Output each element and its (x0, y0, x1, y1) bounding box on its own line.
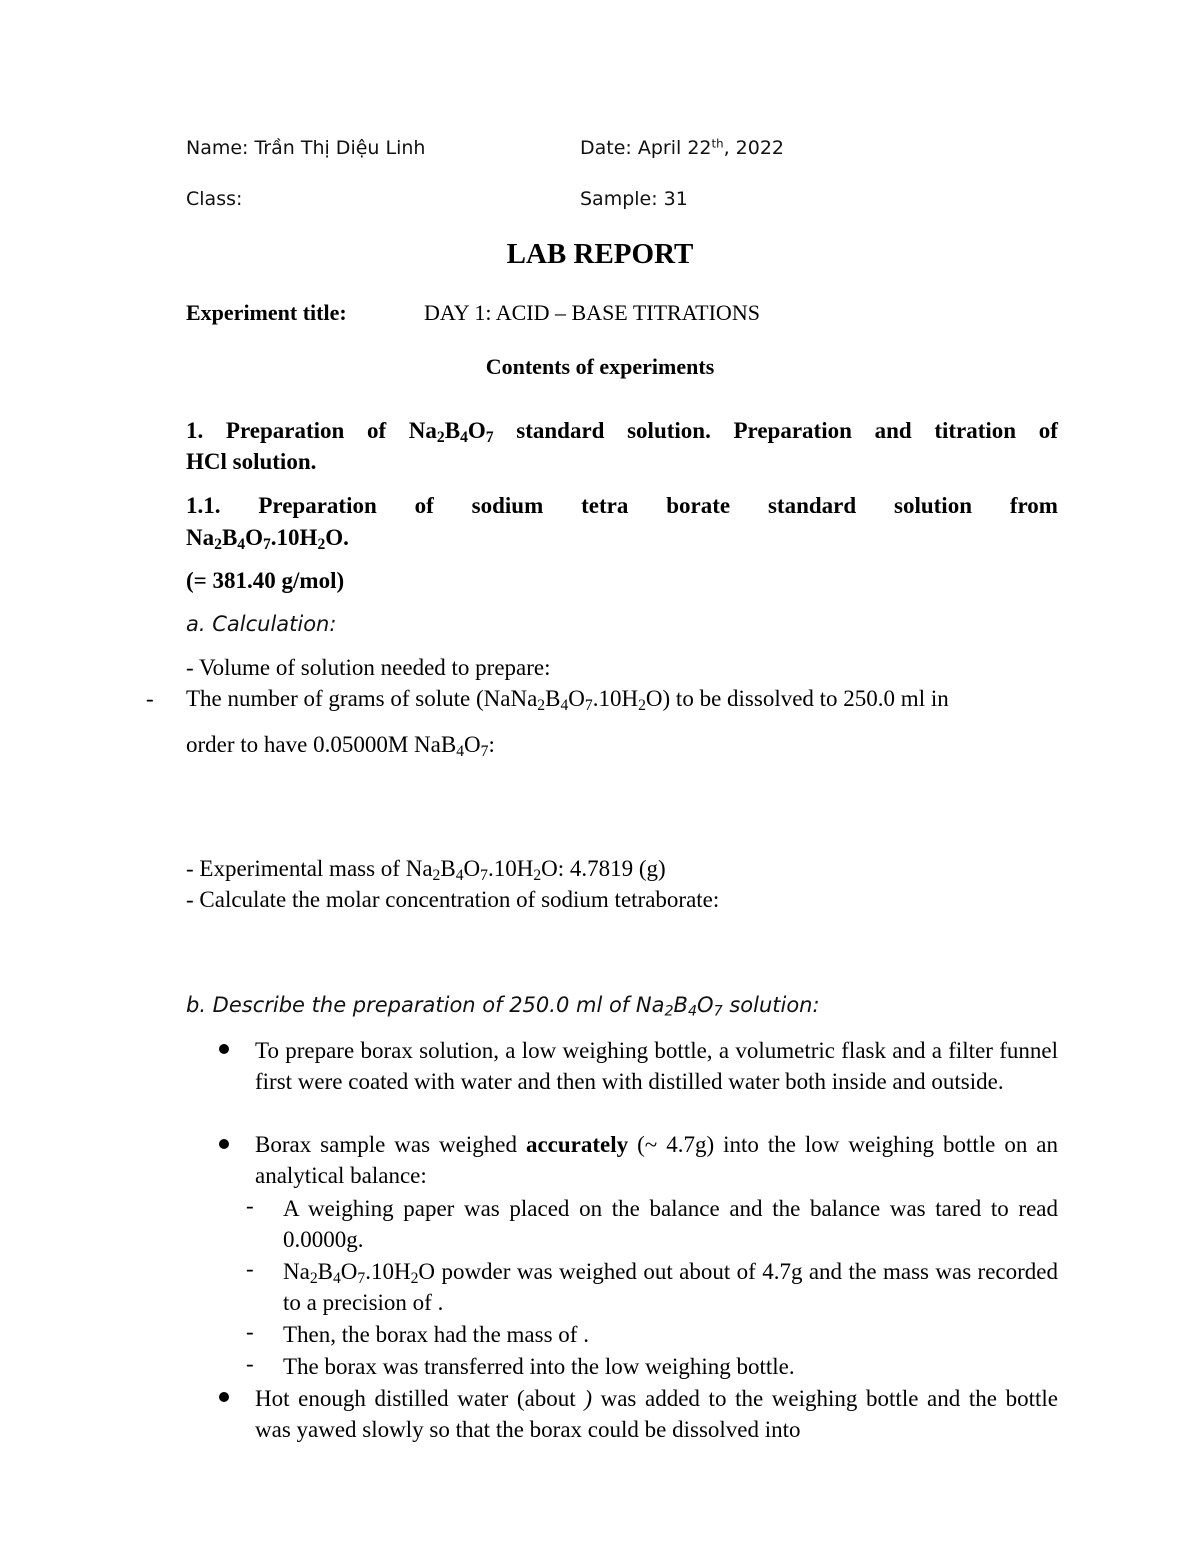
sub-item-tare: A weighing paper was placed on the balance and the balance was tared to read 0.0000g. (283, 1196, 1058, 1252)
volume-line: - Volume of solution needed to prepare: (186, 655, 551, 680)
dash-marker: - (246, 1351, 254, 1376)
experiment-title-value: DAY 1: ACID – BASE TITRATIONS (424, 300, 760, 325)
bullet-icon (219, 1044, 229, 1054)
class-field: Class: (186, 188, 243, 210)
dash-marker: - (246, 1319, 254, 1344)
molar-concentration-line: - Calculate the molar concentration of sodium tetraborate: (186, 887, 720, 912)
section-1-heading-line2: HCl solution. (186, 449, 317, 474)
contents-heading: Contents of experiments (485, 354, 715, 379)
dash-marker: - (246, 1193, 254, 1218)
section-1-1-heading: 1.1. Preparation of sodium tetra borate standard solution from (186, 493, 1058, 518)
report-date: Date: April 22th, 2022 (580, 136, 785, 159)
bullet-weighing: Borax sample was weighed accurately (~ 4.7g) into the low weighing bottle on an analytical balance: (255, 1132, 1059, 1188)
molarity-line: order to have 0.05000M $NaB_4O_7$: (186, 732, 495, 760)
calculation-heading: a. Calculation: (186, 612, 337, 636)
molar-mass: (= 381.40 g/mol) (186, 568, 345, 593)
bullet-coating: To prepare borax solution, a low weighing bottle, a volumetric flask and a filter funnel first were coated with water and then with distilled water both inside and outside. (255, 1038, 1058, 1094)
grams-solute-line: The number of grams of solute $(NaNa_2B_4O_7.10H_2O)$ to be dissolved to 250.0 ml in (186, 686, 949, 714)
section-1-heading: 1. Preparation of $Na_2B_4O_7$ standard solution. Preparation and titration of (186, 418, 1058, 446)
report-title: LAB REPORT (506, 238, 694, 270)
experiment-title-label: Experiment title: (186, 300, 347, 325)
experimental-mass-line: - Experimental mass of $Na_2B_4O_7.10H_2O$: 4.7819 (g) (186, 856, 666, 884)
bullet-dissolve: Hot enough distilled water (about ) was added to the weighing bottle and the bottle was yawed slowly so that the borax could be dissolved into (255, 1386, 1058, 1442)
section-1-1-formula: $Na_2B_4O_7.10H_2O$. (186, 525, 349, 553)
sub-item-transfer: The borax was transferred into the low weighing bottle. (283, 1354, 795, 1379)
dash-marker: - (246, 1256, 254, 1281)
bullet-icon (219, 1392, 229, 1402)
dash-marker: - (146, 686, 154, 711)
sub-item-mass: Then, the borax had the mass of . (283, 1322, 589, 1347)
bullet-icon (219, 1139, 229, 1149)
describe-heading: b. Describe the preparation of 250.0 ml of $Na_2B_4O_7$ solution: (186, 993, 820, 1020)
sample-field: Sample: 31 (580, 188, 688, 210)
student-name: Name: Trần Thị Diệu Linh (186, 137, 426, 159)
sub-item-powder: $Na_2B_4O_7.10H_2O$ powder was weighed out about of 4.7g and the mass was recorded to a precision of . (283, 1259, 1058, 1315)
